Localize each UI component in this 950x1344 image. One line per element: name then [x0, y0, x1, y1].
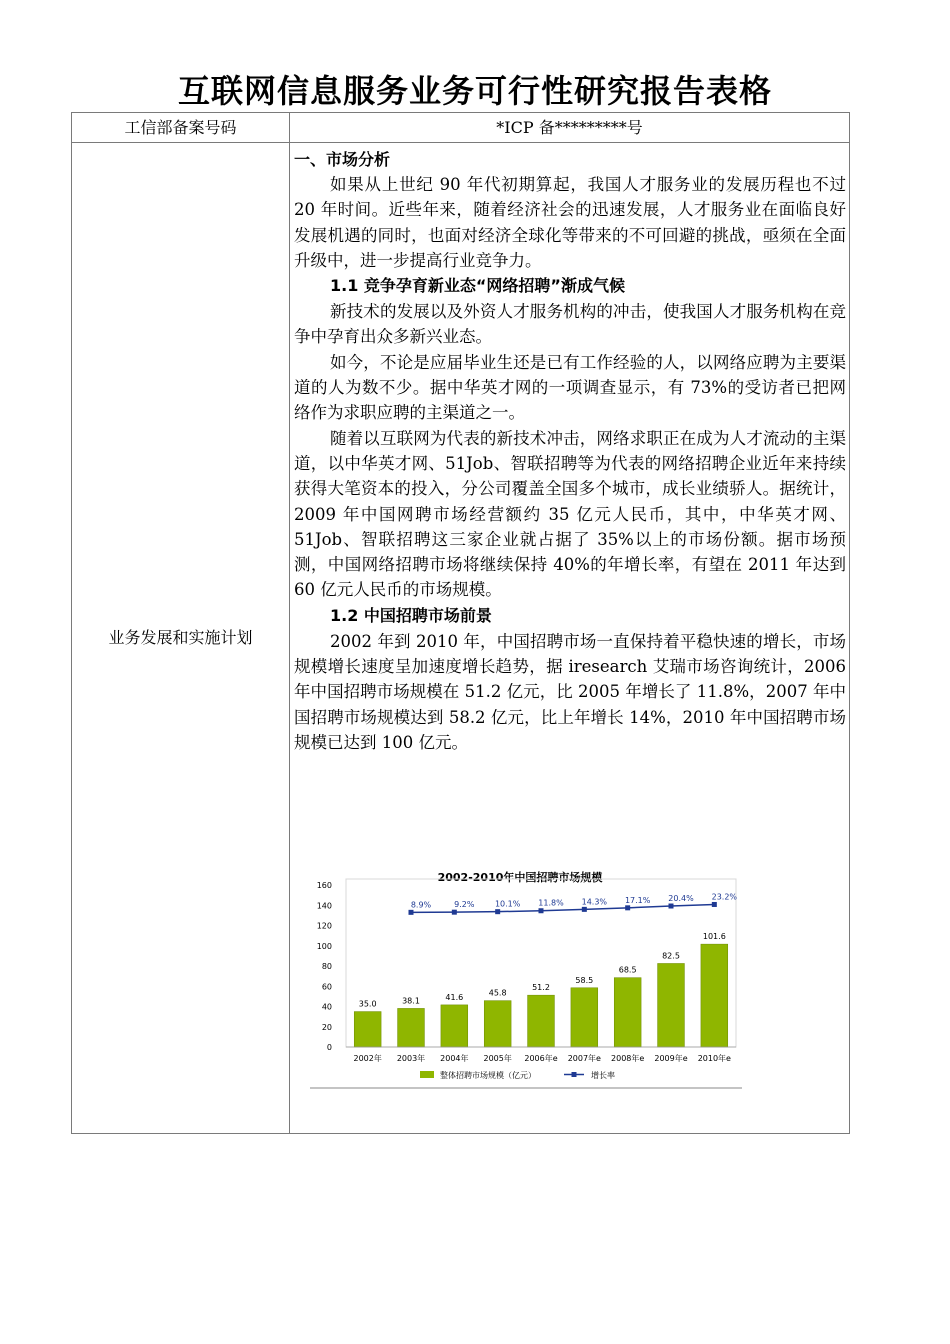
bar-value-label: 35.0 [358, 999, 377, 1009]
x-tick-label: 2010年e [697, 1054, 731, 1064]
bar [398, 1009, 425, 1048]
growth-rate-label: 11.8% [538, 898, 564, 908]
growth-rate-point [409, 910, 414, 915]
legend-label-line: 增长率 [591, 1071, 615, 1081]
page-title: 互联网信息服务业务可行性研究报告表格 [177, 72, 772, 110]
intro-paragraph: 如果从上世纪 90 年代初期算起，我国人才服务业的发展历程也不过 20 年时间。近些年来，随着经济社会的迅速发展，人才服务业在面临良好发展机遇的同时，也面对经济全球化等带来的不可回避的挑战，亟须在全面升级中，进一步提高行业竞争力。 [294, 175, 846, 270]
icp-label: 工信部备案号码 [72, 113, 290, 143]
y-tick-label: 20 [321, 1022, 332, 1032]
bar-value-label: 101.6 [702, 932, 726, 942]
market-size-chart [310, 867, 742, 1089]
bar [701, 944, 728, 1047]
bar-value-label: 41.6 [445, 993, 464, 1003]
bar [441, 1005, 468, 1047]
y-tick-label: 140 [316, 901, 332, 911]
bar [484, 1001, 511, 1047]
chart-title: 2002-2010年中国招聘市场规模 [437, 871, 603, 885]
x-tick-label: 2002年 [353, 1054, 382, 1064]
growth-rate-point [669, 904, 674, 909]
bar [571, 988, 598, 1047]
growth-rate-label: 8.9% [410, 900, 432, 910]
growth-rate-label: 23.2% [711, 892, 738, 902]
growth-rate-point [495, 909, 500, 914]
bar [658, 964, 685, 1048]
bar [354, 1012, 381, 1047]
paragraph-3: 随着以互联网为代表的新技术冲击，网络求职正在成为人才流动的主渠道，以中华英才网、51Job、智联招聘等为代表的网络招聘企业近年来持续获得大笔资本的投入，分公司覆盖全国多个城市，成长业绩骄人。据统计，2009 年中国网聘市场经营额约 35 亿元人民币，其中，中华英才网、51Job、智联招聘这三家企业就占据了 35%以上的市场份额。据市场预测，中国网络招聘市场将继续保持 40%的年增长率，有望在 2011 年达到 60 亿元人民币的市场规模。 [294, 428, 846, 600]
legend-marker-line [572, 1072, 577, 1077]
bar-value-label: 82.5 [662, 951, 680, 961]
x-tick-label: 2009年e [654, 1054, 688, 1064]
growth-rate-label: 20.4% [668, 894, 694, 904]
plan-label: 业务发展和实施计划 [72, 143, 290, 1134]
growth-rate-point [539, 908, 544, 913]
x-tick-label: 2005年 [483, 1054, 512, 1064]
growth-rate-label: 14.3% [581, 897, 608, 907]
paragraph-4: 2002 年到 2010 年，中国招聘市场一直保持着平稳快速的增长，市场规模增长速度呈加速度增长趋势，据 iresearch 艾瑞市场咨询统计，2006 年中国招聘市场规模在 51.2 亿元，比 2005 年增长了 11.8%，2007 年中国招聘市场规模达到 58.2 亿元，比上年增长 14%，2010 年中国招聘市场规模已达到 100 亿元。 [294, 631, 846, 752]
chart-svg [310, 867, 742, 1089]
bar-value-label: 68.5 [618, 965, 637, 975]
icp-value: *ICP 备*********号 [290, 113, 850, 143]
bar-value-label: 58.5 [575, 976, 594, 986]
subsection-heading-1: 1.1 竞争孕育新业态“网络招聘”渐成气候 [330, 276, 625, 296]
x-tick-label: 2004年 [440, 1054, 469, 1064]
y-tick-label: 60 [321, 982, 332, 992]
growth-rate-point [625, 906, 630, 911]
x-tick-label: 2008年e [611, 1054, 645, 1064]
y-tick-label: 0 [326, 1043, 332, 1053]
bar-value-label: 38.1 [402, 996, 420, 1006]
growth-rate-label: 9.2% [454, 900, 475, 910]
x-tick-label: 2007年e [567, 1054, 601, 1064]
plan-content [290, 143, 850, 1134]
form-table [71, 112, 850, 1134]
legend-swatch-bars [420, 1071, 434, 1078]
y-tick-label: 80 [321, 962, 332, 972]
growth-rate-point [452, 910, 457, 915]
y-tick-label: 100 [316, 941, 332, 951]
legend-label-bars: 整体招聘市场规模（亿元） [440, 1071, 536, 1081]
bar [614, 978, 641, 1047]
y-tick-label: 40 [321, 1002, 332, 1012]
x-tick-label: 2006年e [524, 1054, 558, 1064]
bar-value-label: 51.2 [532, 983, 550, 993]
subsection-heading-2: 1.2 中国招聘市场前景 [330, 605, 492, 625]
section-heading: 一、市场分析 [294, 150, 391, 169]
bar-value-label: 45.8 [488, 988, 507, 998]
paragraph-2: 如今，不论是应届毕业生还是已有工作经验的人，以网络应聘为主要渠道的人为数不少。据中华英才网的一项调查显示，有 73%的受访者已把网络作为求职应聘的主渠道之一。 [294, 352, 846, 423]
bar [528, 995, 555, 1047]
y-tick-label: 160 [316, 881, 332, 891]
paragraph-1: 新技术的发展以及外资人才服务机构的冲击，使我国人才服务机构在竞争中孕育出众多新兴业态。 [294, 302, 846, 347]
growth-rate-point [582, 907, 587, 912]
x-tick-label: 2003年 [396, 1054, 426, 1064]
growth-rate-label: 17.1% [624, 896, 651, 906]
growth-rate-label: 10.1% [494, 899, 521, 909]
growth-rate-point [712, 902, 717, 907]
y-tick-label: 120 [316, 921, 332, 931]
